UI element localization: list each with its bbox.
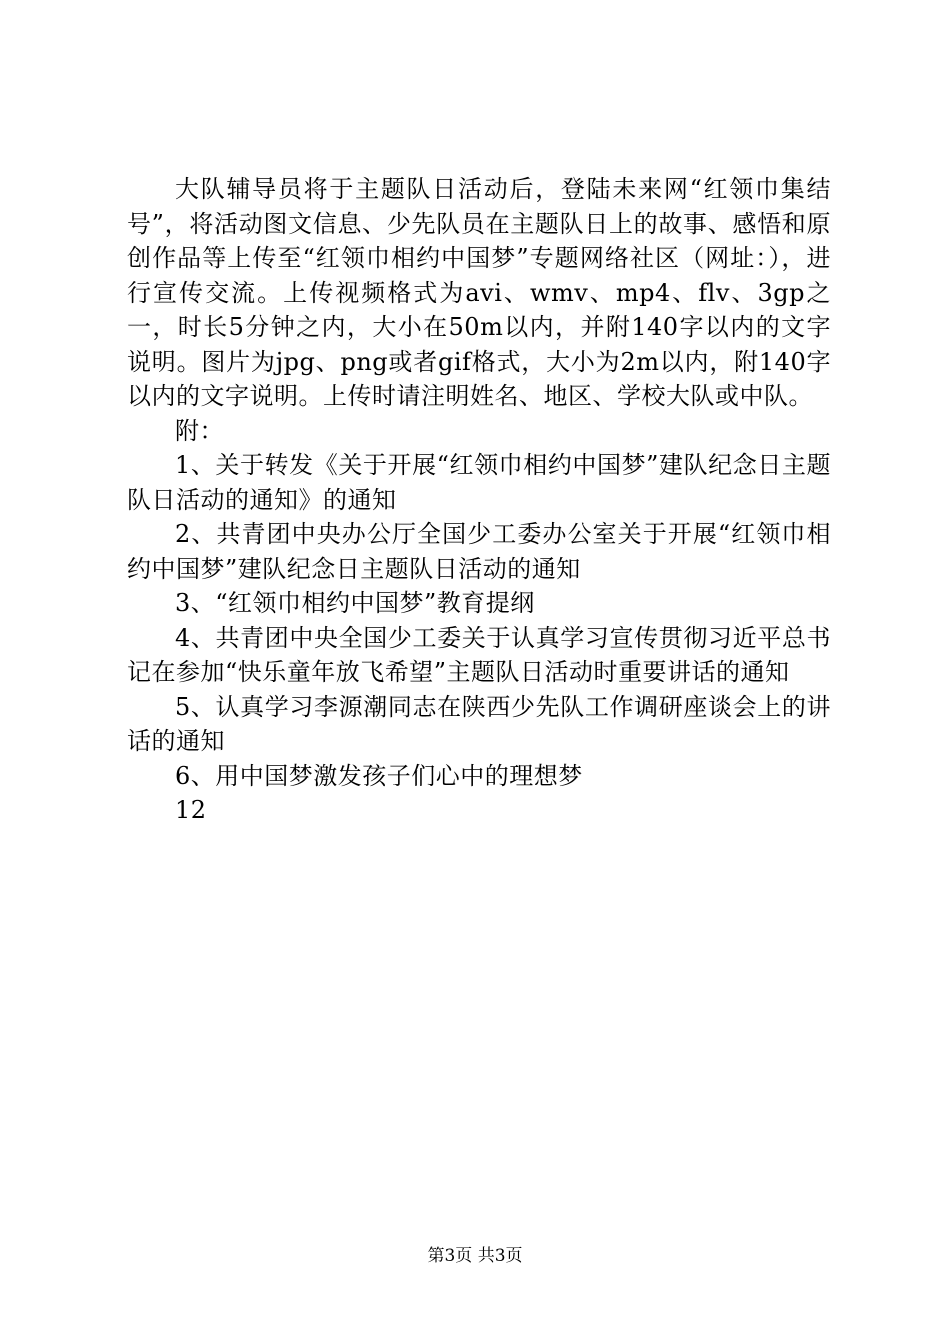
appendix-item-5: 5、认真学习李源潮同志在陕西少先队工作调研座谈会上的讲话的通知 (127, 692, 831, 755)
trailing-number: 12 (175, 796, 207, 824)
appendix-label: 附： (175, 416, 224, 445)
appendix-item-3: 3、“红领巾相约中国梦”教育提纲 (175, 589, 535, 617)
body-paragraph: 大队辅导员将于主题队日活动后，登陆未来网“红领巾集结号”，将活动图文信息、少先队员在主题队日上的故事、感悟和原创作品等上传至“红领巾相约中国梦”专题网络社区（网址：），进行宣传交流。上传视频格式为avi、wmv、mp4、flv、3gp之一，时长5分钟之内，大小在50m以内，并附140字以内的文字说明。图片为jpg、png或者gif格式，大小为2m以内，附140字以内的文字说明。上传时请注明姓名、地区、学校大队或中队。 (127, 175, 831, 410)
appendix-item-6: 6、用中国梦激发孩子们心中的理想梦 (175, 761, 583, 790)
appendix-item-1: 1、关于转发《关于开展“红领巾相约中国梦”建队纪念日主题队日活动的通知》的通知 (127, 451, 831, 514)
appendix-item-2: 2、共青团中央办公厅全国少工委办公室关于开展“红领巾相约中国梦”建队纪念日主题队日活动的通知 (127, 520, 831, 583)
appendix-item-4: 4、共青团中央全国少工委关于认真学习宣传贯彻习近平总书记在参加“快乐童年放飞希望”主题队日活动时重要讲话的通知 (127, 623, 831, 686)
page-footer: 第3页 共3页 (427, 1246, 523, 1266)
document-body (127, 172, 831, 828)
